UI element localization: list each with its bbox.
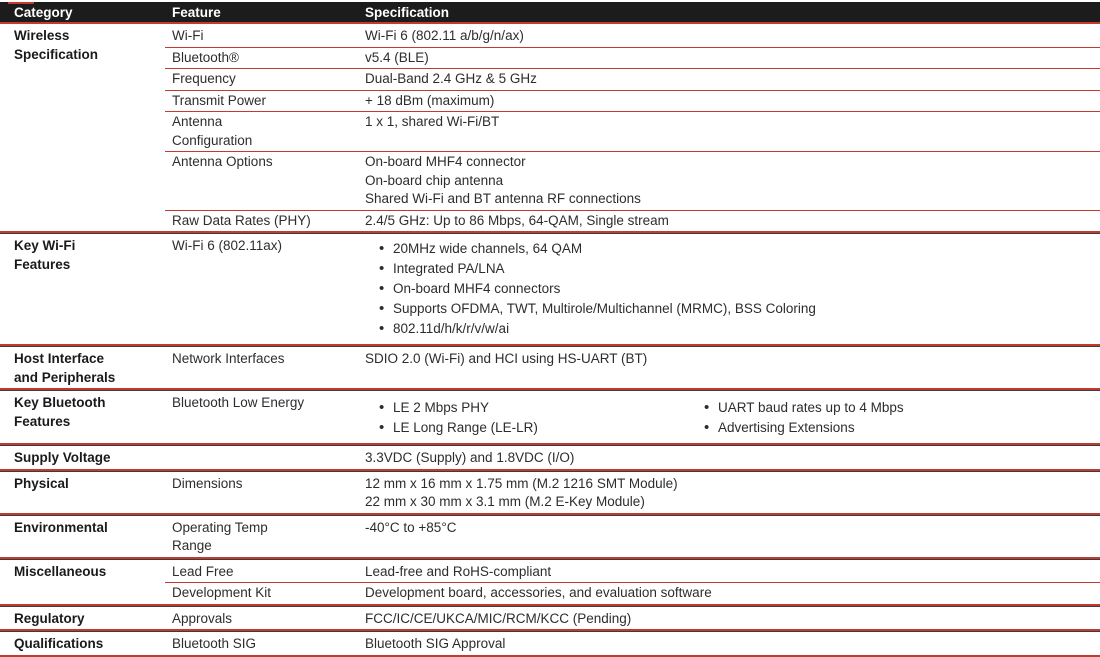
spec-sheet-table [0,2,1100,657]
bullet-list [690,398,1096,438]
table-row [165,48,1100,70]
bullet-item: • LE 2 Mbps PHY [377,398,690,418]
category-label: Environmental [14,519,108,535]
category-label: Specification [14,46,99,62]
feature-label: Bluetooth Low Energy [172,395,305,410]
feature-rows [165,562,1100,604]
bullet-item: • 20MHz wide channels, 64 QAM [377,239,1096,259]
spec-text: Shared Wi-Fi and BT antenna RF connections [365,191,641,206]
feature-cell [165,583,365,604]
category-label: Key Wi-Fi [14,238,76,253]
table-row [165,112,1100,152]
feature-label: Range [172,538,212,553]
feature-cell [165,393,365,443]
spec-section [0,391,1100,443]
spec-cell [365,211,1100,232]
spec-cell [365,69,1100,90]
spec-section [0,560,1100,604]
category-cell [0,518,165,557]
spec-text: 22 mm x 30 mm x 3.1 mm (M.2 E-Key Module) [365,494,645,509]
table-row [165,518,1100,557]
table-body [0,24,1100,655]
spec-cell [365,48,1100,69]
spec-cell [365,26,1100,47]
spec-text: On-board chip antenna [365,172,504,188]
feature-label: Antenna [172,114,223,129]
category-cell [0,448,165,469]
feature-cell [165,69,365,90]
category-cell [0,609,165,630]
table-row [165,609,1100,630]
feature-label: Wi-Fi [172,28,204,43]
category-label: Regulatory [14,610,85,626]
feature-rows [165,236,1100,344]
feature-rows [165,349,1100,388]
category-cell [0,349,165,388]
feature-rows [165,393,1100,443]
feature-rows [165,448,1100,469]
feature-label: Approvals [172,610,233,626]
feature-rows [165,518,1100,557]
feature-cell [165,26,365,47]
spec-text: Bluetooth SIG Approval [365,636,506,651]
spec-text: Wi-Fi 6 (802.11 a/b/g/n/ax) [365,28,524,43]
category-cell [0,634,165,655]
spec-text: 1 x 1, shared Wi-Fi/BT [365,114,500,129]
category-label: Host Interface [14,351,105,366]
feature-cell [165,609,365,630]
spec-section [0,234,1100,344]
spec-cell [365,349,1100,370]
spec-cell [365,448,1100,469]
spec-text: Lead-free and RoHS-compliant [365,563,552,579]
bullet-item: • On-board MHF4 connectors [377,279,1096,299]
spec-text: -40°C to +85°C [365,519,457,535]
feature-label: Operating Temp [172,519,268,535]
spec-text: v5.4 (BLE) [365,49,429,65]
spec-cell [365,152,1100,210]
table-row [165,349,1100,370]
bullet-item: • UART baud rates up to 4 Mbps [702,398,1096,418]
spec-text: 2.4/5 GHz: Up to 86 Mbps, 64-QAM, Single stream [365,212,669,228]
feature-cell [165,349,365,370]
spec-text: Dual-Band 2.4 GHz & 5 GHz [365,71,537,86]
category-label: Wireless [14,28,70,43]
table-row [165,583,1100,604]
feature-rows [165,474,1100,513]
feature-label: Development Kit [172,585,272,600]
table-row [165,211,1100,232]
feature-cell [165,562,365,583]
category-label: Features [14,413,71,429]
top-edge-red-mark [8,2,34,4]
feature-rows [165,609,1100,630]
feature-label: Configuration [172,132,253,148]
category-label: Qualifications [14,636,104,651]
category-cell [0,26,165,231]
spec-text: On-board MHF4 connector [365,154,526,169]
feature-cell [165,211,365,232]
spec-text: SDIO 2.0 (Wi-Fi) and HCI using HS-UART (BT) [365,351,648,366]
feature-cell [165,474,365,513]
feature-label: Antenna Options [172,154,273,169]
feature-cell [165,518,365,557]
spec-text: 3.3VDC (Supply) and 1.8VDC (I/O) [365,450,575,465]
category-cell [0,393,165,443]
table-header [0,2,1100,24]
bullet-item: • LE Long Range (LE-LR) [377,418,690,438]
table-row [165,634,1100,655]
spec-cell [365,236,1100,344]
feature-cell [165,112,365,151]
category-cell [0,236,165,344]
spec-text: Development board, accessories, and evaluation software [365,585,712,600]
spec-cell [365,634,1100,655]
header-category: Category [14,4,73,20]
bullet-item: • Integrated PA/LNA [377,259,1096,279]
category-cell [0,474,165,513]
bullet-item: • Advertising Extensions [702,418,1096,438]
header-specification: Specification [365,4,450,20]
table-row [165,69,1100,91]
table-row [165,474,1100,513]
feature-label: Raw Data Rates (PHY) [172,212,311,228]
feature-cell [165,236,365,344]
table-row [165,236,1100,344]
spec-cell [365,518,1100,557]
feature-cell [165,152,365,210]
spec-cell [365,583,1100,604]
feature-rows [165,634,1100,655]
header-feature: Feature [172,4,221,20]
feature-cell [165,634,365,655]
spec-section [0,472,1100,513]
bullet-list [365,239,1096,339]
feature-label: Frequency [172,71,236,86]
bullet-item: • Supports OFDMA, TWT, Multirole/Multichannel (MRMC), BSS Coloring [377,299,1096,319]
feature-cell [165,48,365,69]
feature-label: Lead Free [172,563,234,579]
table-row [165,26,1100,48]
spec-cell [365,474,1100,513]
feature-label: Dimensions [172,475,243,491]
feature-label: Transmit Power [172,92,267,108]
spec-section [0,446,1100,469]
feature-label: Bluetooth SIG [172,636,257,651]
spec-cell [365,112,1100,151]
spec-text: 12 mm x 16 mm x 1.75 mm (M.2 1216 SMT Module) [365,475,678,491]
spec-cell [365,562,1100,583]
feature-cell [165,91,365,112]
spec-section [0,24,1100,231]
spec-cell [365,393,1100,443]
category-label: and Peripherals [14,369,116,385]
spec-text: FCC/IC/CE/UKCA/MIC/RCM/KCC (Pending) [365,610,632,626]
bullet-columns [365,394,1096,442]
table-row [165,448,1100,469]
bullet-item: • 802.11d/h/k/r/v/w/ai [377,319,1096,339]
bullet-list [365,398,690,438]
table-row [165,562,1100,584]
feature-label: Wi-Fi 6 (802.11ax) [172,238,283,253]
feature-label: Network Interfaces [172,351,285,366]
spec-section [0,607,1100,630]
table-row [165,91,1100,113]
spec-cell [365,609,1100,630]
category-label: Features [14,256,71,272]
category-cell [0,562,165,604]
category-label: Key Bluetooth [14,395,106,410]
category-label: Supply Voltage [14,450,111,465]
spec-cell [365,91,1100,112]
feature-cell [165,448,365,469]
table-row [165,152,1100,211]
category-label: Miscellaneous [14,563,107,579]
spec-section [0,516,1100,557]
spec-text: + 18 dBm (maximum) [365,92,495,108]
category-label: Physical [14,475,69,491]
feature-rows [165,26,1100,231]
spec-section [0,632,1100,655]
spec-section [0,347,1100,388]
table-row [165,393,1100,443]
table-bottom-border [0,655,1100,657]
feature-label: Bluetooth® [172,49,239,65]
